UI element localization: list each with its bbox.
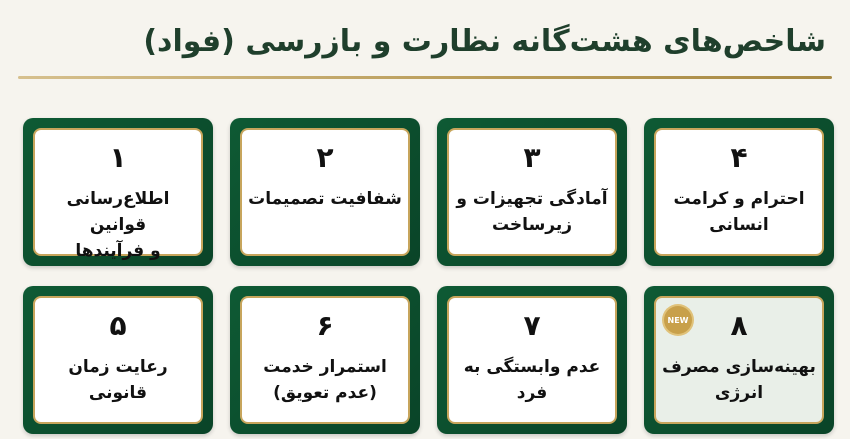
indicator-number: ۷ (523, 309, 541, 342)
indicator-label: عدم وابستگی به فرد (463, 357, 601, 403)
indicator-card-body (33, 296, 203, 424)
indicator-label: احترام و کرامت انسانی (673, 189, 805, 235)
indicator-number: ۵ (109, 309, 127, 342)
indicator-card-2 (230, 118, 420, 266)
new-badge: NEW (664, 306, 692, 334)
indicator-label: بهینه‌سازی مصرف انرژی (662, 357, 816, 403)
indicator-card-1 (23, 118, 213, 266)
indicator-card-4 (644, 118, 834, 266)
indicator-card-body (240, 296, 410, 424)
indicator-card-body (654, 296, 824, 424)
indicator-card-8 (644, 286, 834, 434)
indicator-label: رعایت زمان قانونی (68, 357, 168, 403)
indicator-label: شفافیت تصمیمات (248, 189, 402, 209)
indicator-card-body (240, 128, 410, 256)
indicator-card-body (447, 128, 617, 256)
indicator-number: ۴ (730, 141, 748, 174)
indicator-number: ۶ (316, 309, 334, 342)
indicator-card-body (654, 128, 824, 256)
page-title: شاخص‌های هشت‌گانه نظارت و بازرسی (فواد) (143, 24, 826, 59)
indicator-card-7 (437, 286, 627, 434)
indicator-label: آمادگی تجهیزات و زیرساخت (456, 189, 608, 235)
indicator-card-6 (230, 286, 420, 434)
indicator-number: ۳ (523, 141, 541, 174)
header (18, 6, 832, 78)
indicator-card-3 (437, 118, 627, 266)
indicator-number: ۱ (109, 141, 127, 174)
indicator-card-body (447, 296, 617, 424)
indicator-number: ۸ (730, 309, 748, 342)
indicator-card-body (33, 128, 203, 261)
indicator-card-5 (23, 286, 213, 434)
title-divider (18, 76, 832, 79)
indicator-number: ۲ (316, 141, 334, 174)
indicator-label: اطلاع‌رسانی قوانین و فرآیندها (66, 189, 170, 261)
indicator-label: استمرار خدمت (عدم تعویق) (263, 357, 387, 403)
